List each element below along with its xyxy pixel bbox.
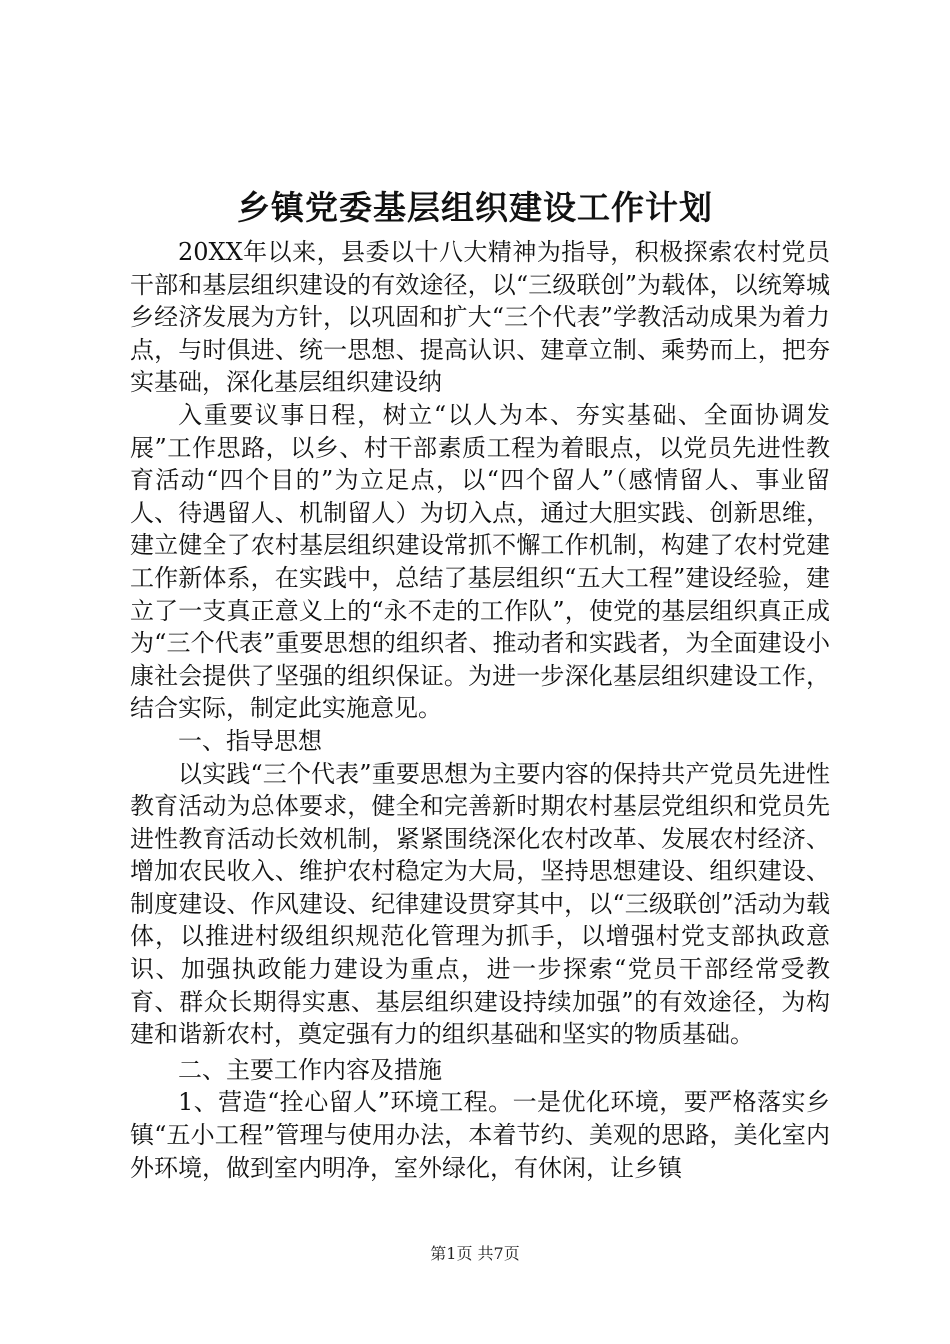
section-paragraph-guiding-ideology: 以实践“三个代表”重要思想为主要内容的保持共产党员先进性教育活动为总体要求，健全和完善新时期农村基层党组织和党员先进性教育活动长效机制，紧紧围绕深化农村改革、发展农村经济、增加农民收入、维护农村稳定为大局，坚持思想建设、组织建设、制度建设、作风建设、纪律建设贯穿其中，以“三级联创”活动为载体，以推进村级组织规范化管理为抓手，以增强村党支部执政意识、加强执政能力建设为重点，进一步探索“党员干部经常受教育、群众长期得实惠、基层组织建设持续加强”的有效途径，为构建和谐新农村，奠定强有力的组织基础和坚实的物质基础。 [130, 759, 830, 1049]
section-heading-main-work: 二、主要工作内容及措施 [178, 1055, 442, 1084]
section-heading-guiding-ideology: 一、指导思想 [178, 726, 322, 755]
document-body [130, 236, 830, 1184]
document-title: 乡镇党委基层组织建设工作计划 [237, 188, 713, 227]
section-paragraph-main-work: 1、营造“拴心留人”环境工程。一是优化环境，要严格落实乡镇“五小工程”管理与使用办法，本着节约、美观的思路，美化室内外环境，做到室内明净，室外绿化，有休闲，让乡镇 [130, 1088, 830, 1182]
page-number-footer: 第1页 共7页 [430, 1244, 520, 1263]
intro-paragraph-1: 20XX年以来，县委以十八大精神为指导，积极探索农村党员干部和基层组织建设的有效途径，以“三级联创”为载体，以统筹城乡经济发展为方针，以巩固和扩大“三个代表”学教活动成果为着力点，与时俱进、统一思想、提高认识、建章立制、乘势而上，把夯实基础，深化基层组织建设纳 [130, 238, 830, 397]
intro-paragraph-2: 入重要议事日程，树立“以人为本、夯实基础、全面协调发展”工作思路，以乡、村干部素质工程为着眼点，以党员先进性教育活动“四个目的”为立足点，以“四个留人”（感情留人、事业留人、待遇留人、机制留人）为切入点，通过大胆实践、创新思维，建立健全了农村基层组织建设常抓不懈工作机制，构建了农村党建工作新体系，在实践中，总结了基层组织“五大工程”建设经验，建立了一支真正意义上的“永不走的工作队”，使党的基层组织真正成为“三个代表”重要思想的组织者、推动者和实践者，为全面建设小康社会提供了坚强的组织保证。为进一步深化基层组织建设工作，结合实际，制定此实施意见。 [130, 400, 830, 723]
